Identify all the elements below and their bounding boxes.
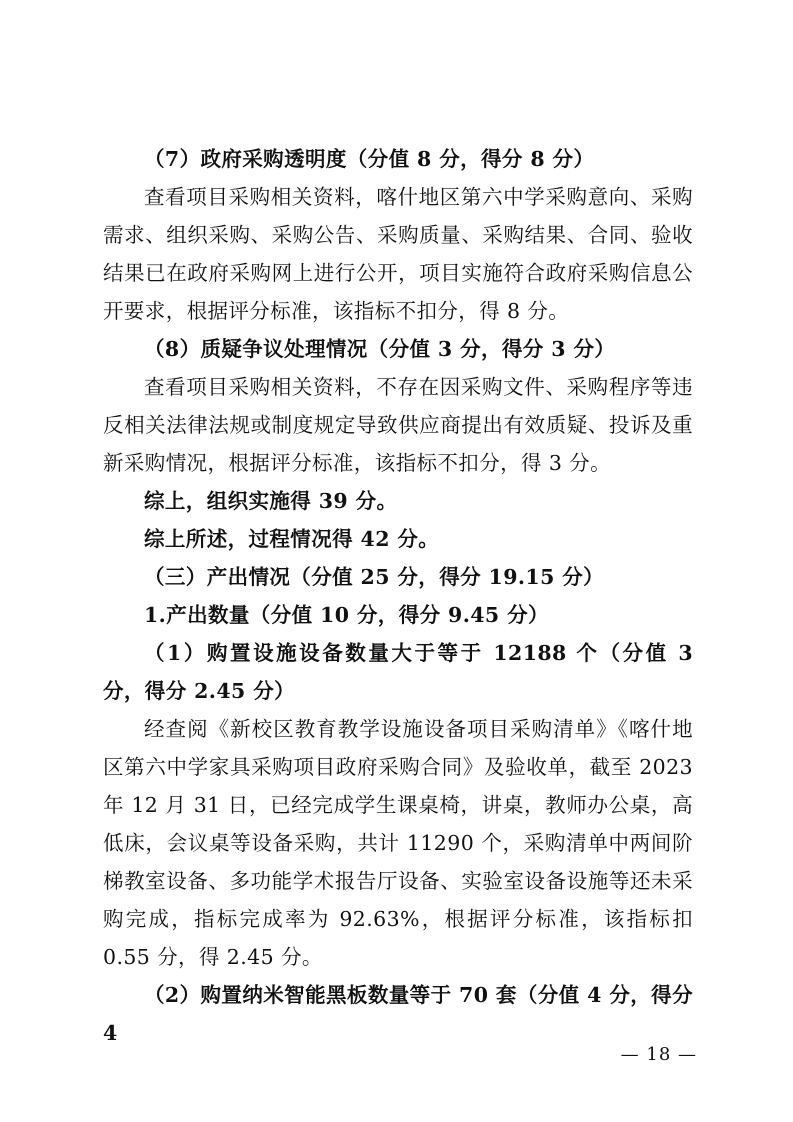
page-number: — 18 — bbox=[620, 1044, 697, 1065]
paragraph-equipment-quantity: 经查阅《新校区教育教学设施设备项目采购清单》《喀什地区第六中学家具采购项目政府采购合同》及验收单，截至 2023 年 12 月 31 日，已经完成学生课桌椅，讲桌，教师办公桌，高低床，会议桌等设备采购，共计 11290 个，采购清单中两间阶梯教室设备、多功能学术报告厅设备、实验室设备设施等还未采购完成，指标完成率为 92.63%，根据评分标准，该指标扣 0.55 分，得 2.45 分。 bbox=[103, 717, 693, 969]
heading-output-situation: （三）产出情况（分值 25 分，得分 19.15 分） bbox=[144, 565, 605, 589]
document-body bbox=[103, 140, 693, 1052]
heading-output-quantity: 1.产出数量（分值 10 分，得分 9.45 分） bbox=[144, 603, 549, 627]
paragraph-dispute-handling: 查看项目采购相关资料，不存在因采购文件、采购程序等违反相关法律法规或制度规定导致供应商提出有效质疑、投诉及重新采购情况，根据评分标准，该指标不扣分，得 3 分。 bbox=[103, 375, 693, 475]
paragraph-procurement-transparency: 查看项目采购相关资料，喀什地区第六中学采购意向、采购需求、组织采购、采购公告、采购质量、采购结果、合同、验收结果已在政府采购网上进行公开，项目实施符合政府采购信息公开要求，根据评分标准，该指标不扣分，得 8 分。 bbox=[103, 185, 693, 323]
heading-smart-blackboard: （2）购置纳米智能黑板数量等于 70 套（分值 4 分，得分 4 bbox=[103, 983, 693, 1045]
summary-process: 综上所述，过程情况得 42 分。 bbox=[144, 527, 440, 551]
heading-procurement-transparency: （7）政府采购透明度（分值 8 分，得分 8 分） bbox=[144, 147, 595, 171]
heading-dispute-handling: （8）质疑争议处理情况（分值 3 分，得分 3 分） bbox=[144, 337, 616, 361]
heading-equipment-quantity: （1）购置设施设备数量大于等于 12188 个（分值 3 分，得分 2.45 分） bbox=[103, 641, 693, 703]
summary-organization: 综上，组织实施得 39 分。 bbox=[144, 489, 398, 513]
